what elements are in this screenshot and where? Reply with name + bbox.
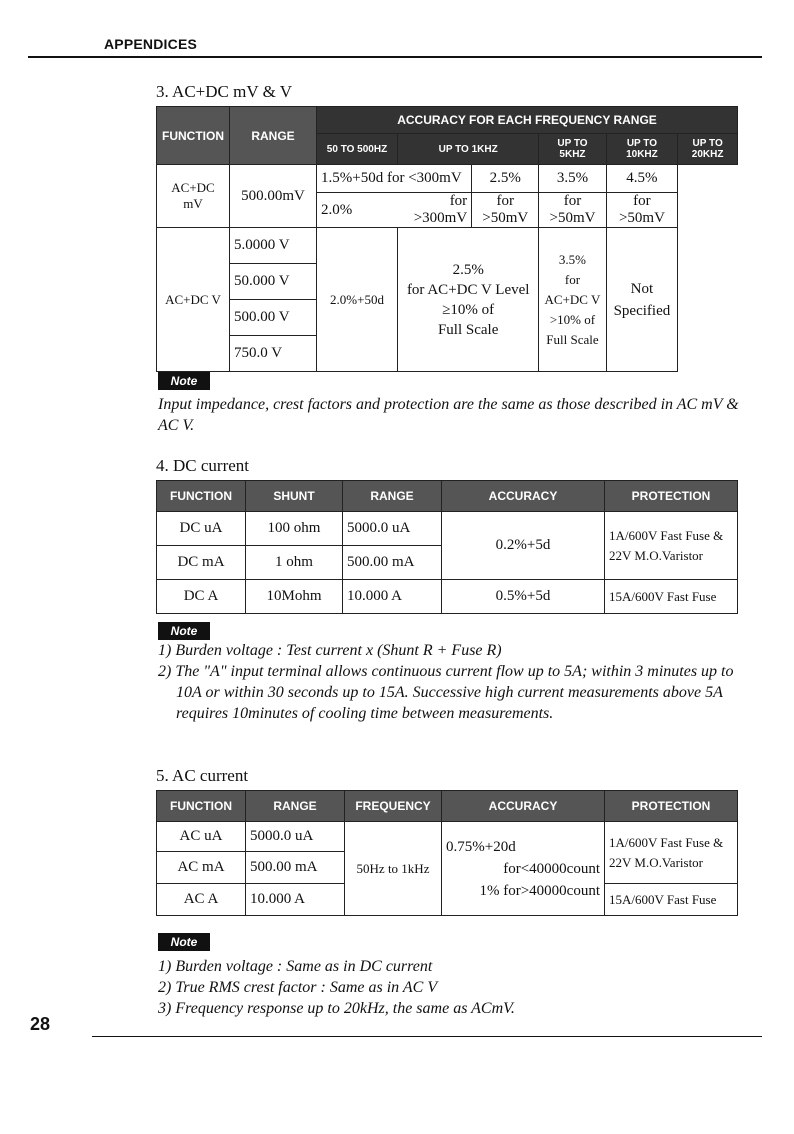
acdc-v-10k-line4: >10% of bbox=[549, 311, 596, 327]
dc-small-accuracy: 0.2%+5d bbox=[442, 512, 605, 580]
dc-small-protection bbox=[605, 512, 738, 580]
note-list-4 bbox=[158, 640, 748, 724]
dc-col-accuracy: ACCURACY bbox=[442, 481, 605, 512]
ac-accuracy bbox=[442, 822, 605, 916]
ac-col-function: FUNCTION bbox=[157, 791, 246, 822]
acdc-v-range-50: 50.000 V bbox=[230, 264, 317, 300]
acdc-v-acc-10k bbox=[539, 228, 606, 372]
acdc-mv-acc-10k: 3.5% bbox=[539, 165, 606, 193]
acdc-v-acc-mid bbox=[398, 228, 539, 372]
acdc-v-function: AC+DC V bbox=[157, 228, 230, 372]
dc-prot-line1: 1A/600V Fast Fuse & bbox=[609, 527, 724, 543]
acdc-mv-acc-20k: 4.5% bbox=[606, 165, 678, 193]
band-50-500: 50 TO 500HZ bbox=[317, 134, 398, 165]
acdc-mv-range: 500.00mV bbox=[230, 165, 317, 228]
acdc-v-mid-line3: ≥10% of bbox=[442, 301, 495, 318]
band-10k: UP TO 10KHZ bbox=[606, 134, 678, 165]
dc-a-function: DC A bbox=[157, 580, 246, 614]
band-20k: UP TO 20KHZ bbox=[678, 134, 738, 165]
dc-ma-function: DC mA bbox=[157, 546, 246, 580]
band-1k: UP TO 1KHZ bbox=[398, 134, 539, 165]
ac-col-frequency: FREQUENCY bbox=[345, 791, 442, 822]
dc-a-accuracy: 0.5%+5d bbox=[442, 580, 605, 614]
dc-a-protection: 15A/600V Fast Fuse bbox=[605, 580, 738, 614]
dc-prot-line2: 22V M.O.Varistor bbox=[609, 547, 704, 563]
acdc-mv-acc-10k-cond: for >50mV bbox=[539, 193, 606, 228]
ac-small-protection bbox=[605, 822, 738, 884]
dc-a-shunt: 10Mohm bbox=[246, 580, 343, 614]
ac-a-protection: 15A/600V Fast Fuse bbox=[605, 884, 738, 916]
ac-ma-range: 500.00 mA bbox=[246, 852, 345, 884]
note-badge-4: Note bbox=[158, 622, 210, 640]
acdc-v-10k-line5: Full Scale bbox=[546, 331, 599, 347]
acdc-mv-acc-2pct: 2.0% bbox=[317, 193, 398, 228]
ac-acc-line2: for<40000count bbox=[503, 860, 600, 877]
footer-rule bbox=[92, 1036, 762, 1037]
ac-prot-line2: 22V M.O.Varistor bbox=[609, 854, 704, 870]
dc-col-protection: PROTECTION bbox=[605, 481, 738, 512]
col-function: FUNCTION bbox=[157, 107, 230, 165]
running-header: APPENDICES bbox=[104, 36, 198, 52]
acdc-v-mid-line4: Full Scale bbox=[437, 321, 499, 338]
dc-ma-shunt: 1 ohm bbox=[246, 546, 343, 580]
dc-current-table bbox=[156, 480, 738, 614]
ac-a-function: AC A bbox=[157, 884, 246, 916]
ac-ua-range: 5000.0 uA bbox=[246, 822, 345, 852]
acdc-v-range-750: 750.0 V bbox=[230, 336, 317, 372]
ac-frequency: 50Hz to 1kHz bbox=[345, 822, 442, 916]
section-title-ac-current: 5. AC current bbox=[156, 766, 249, 785]
note-list-5 bbox=[158, 956, 748, 1019]
ac-acc-line3: 1% for>40000count bbox=[479, 882, 600, 899]
ac-col-accuracy: ACCURACY bbox=[442, 791, 605, 822]
acdc-v-10k-line2: for bbox=[564, 271, 581, 287]
acdc-mv-acc-5k: 2.5% bbox=[472, 165, 539, 193]
acdc-mv-function: AC+DC mV bbox=[157, 165, 230, 228]
ac-ma-function: AC mA bbox=[157, 852, 246, 884]
acdc-mv-acc-20k-cond: for >50mV bbox=[606, 193, 678, 228]
acdc-v-mid-line1: 2.5% bbox=[452, 261, 484, 278]
ac-current-table bbox=[156, 790, 738, 916]
acdc-v-range-500: 500.00 V bbox=[230, 300, 317, 336]
note-text-3: Input impedance, crest factors and protection are the same as those described in AC mV & AC V. bbox=[158, 396, 739, 434]
section-title-acdc: 3. AC+DC mV & V bbox=[156, 82, 293, 101]
ac-col-range: RANGE bbox=[246, 791, 345, 822]
section-title-dc-current: 4. DC current bbox=[156, 456, 250, 475]
acdc-mv-acc-300: for >300mV bbox=[398, 193, 472, 228]
note-5-item-2: 2) True RMS crest factor : Same as in AC V bbox=[158, 979, 438, 996]
ac-prot-line1: 1A/600V Fast Fuse & bbox=[609, 834, 724, 850]
col-range: RANGE bbox=[230, 107, 317, 165]
dc-ua-function: DC uA bbox=[157, 512, 246, 546]
acdc-v-20k-line1: Not bbox=[630, 280, 654, 297]
dc-col-function: FUNCTION bbox=[157, 481, 246, 512]
ac-a-range: 10.000 A bbox=[246, 884, 345, 916]
ac-col-protection: PROTECTION bbox=[605, 791, 738, 822]
acdc-v-20k-line2: Specified bbox=[613, 302, 671, 319]
acdc-mv-acc-5k-cond: for >50mV bbox=[472, 193, 539, 228]
acdc-v-acc-50: 2.0%+50d bbox=[317, 228, 398, 372]
col-accuracy: ACCURACY FOR EACH FREQUENCY RANGE bbox=[317, 107, 738, 134]
note-5-item-1: 1) Burden voltage : Same as in DC current bbox=[158, 958, 433, 975]
dc-col-range: RANGE bbox=[343, 481, 442, 512]
acdc-v-range-5: 5.0000 V bbox=[230, 228, 317, 264]
dc-ua-shunt: 100 ohm bbox=[246, 512, 343, 546]
acdc-v-acc-20k bbox=[606, 228, 678, 372]
acdc-v-10k-line3: AC+DC V bbox=[544, 291, 601, 307]
note-4-item-2: 2) The "A" input terminal allows continuous current flow up to 5A; within 3 minutes up to 10A or within 30 seconds up to 15A. Successive high current measurements above 5A requires 10minutes of cooling time between measurements. bbox=[158, 663, 734, 722]
header-rule bbox=[28, 56, 762, 58]
dc-a-range: 10.000 A bbox=[343, 580, 442, 614]
dc-col-shunt: SHUNT bbox=[246, 481, 343, 512]
acdc-v-10k-line1: 3.5% bbox=[558, 251, 587, 267]
dc-ua-range: 5000.0 uA bbox=[343, 512, 442, 546]
note-4-item-1: 1) Burden voltage : Test current x (Shunt R + Fuse R) bbox=[158, 642, 502, 659]
note-badge-5: Note bbox=[158, 933, 210, 951]
note-badge-3: Note bbox=[158, 372, 210, 390]
ac-ua-function: AC uA bbox=[157, 822, 246, 852]
acdc-v-mid-line2: for AC+DC V Level bbox=[406, 281, 530, 298]
page-number: 28 bbox=[30, 1014, 51, 1034]
acdc-mv-acc-500: 1.5%+50d for <300mV bbox=[317, 165, 472, 193]
note-5-item-3: 3) Frequency response up to 20kHz, the same as ACmV. bbox=[158, 1000, 515, 1017]
acdc-table bbox=[156, 106, 738, 372]
dc-ma-range: 500.00 mA bbox=[343, 546, 442, 580]
band-5k: UP TO 5KHZ bbox=[539, 134, 606, 165]
ac-acc-line1: 0.75%+20d bbox=[446, 838, 516, 855]
